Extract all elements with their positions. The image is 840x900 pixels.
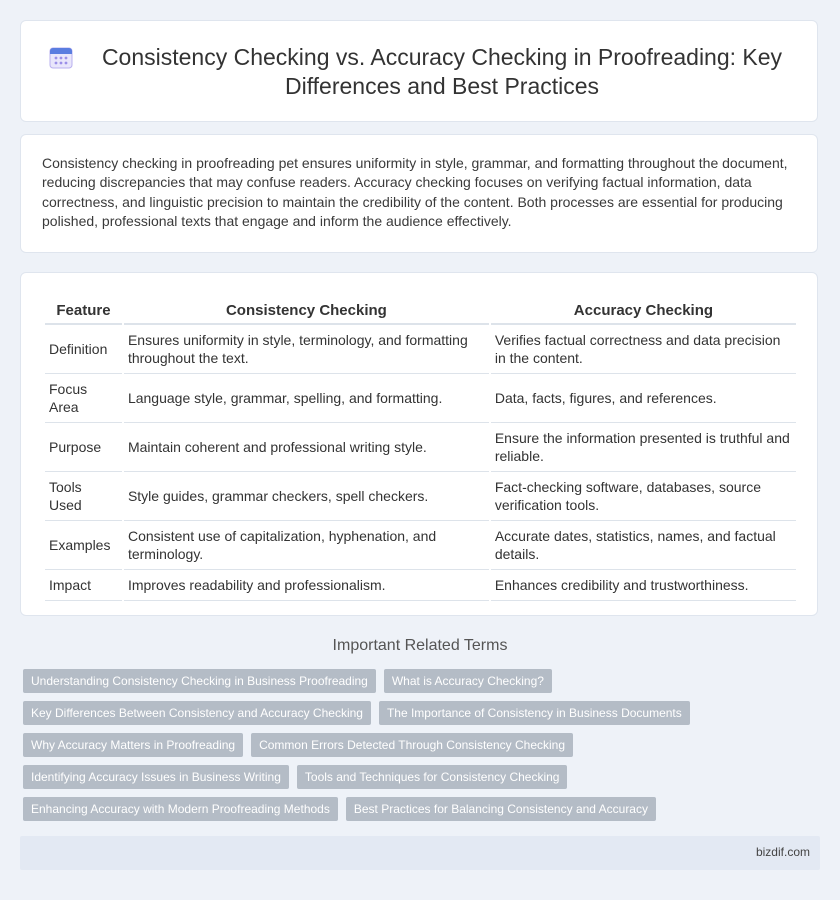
footer: [20, 836, 820, 870]
accuracy-cell: Data, facts, figures, and references.: [491, 374, 796, 423]
table-row: [45, 521, 796, 570]
consistency-cell: Language style, grammar, spelling, and formatting.: [124, 374, 489, 423]
comparison-table-card: [20, 272, 818, 616]
consistency-cell: Improves readability and professionalism.: [124, 570, 489, 601]
footer-site-link[interactable]: bizdif.com: [755, 845, 810, 859]
related-term-link[interactable]: Best Practices for Balancing Consistency and Accuracy: [346, 797, 656, 821]
accuracy-cell: Verifies factual correctness and data precision in the content.: [491, 325, 796, 374]
feature-cell: Definition: [45, 325, 122, 374]
table-header-row: [45, 295, 796, 325]
related-term-link[interactable]: Understanding Consistency Checking in Business Proofreading: [23, 669, 376, 693]
header-consistency: Consistency Checking: [124, 295, 489, 325]
accuracy-cell: Fact-checking software, databases, source verification tools.: [491, 472, 796, 521]
related-terms-list: [23, 669, 823, 829]
table-row: [45, 423, 796, 472]
feature-cell: Examples: [45, 521, 122, 570]
title-card: [20, 20, 818, 122]
consistency-cell: Ensures uniformity in style, terminology, and formatting throughout the text.: [124, 325, 489, 374]
header-accuracy: Accuracy Checking: [491, 295, 796, 325]
related-term-link[interactable]: Enhancing Accuracy with Modern Proofreading Methods: [23, 797, 338, 821]
table-row: [45, 325, 796, 374]
accuracy-cell: Enhances credibility and trustworthiness.: [491, 570, 796, 601]
calendar-icon: [49, 45, 73, 69]
accuracy-cell: Accurate dates, statistics, names, and factual details.: [491, 521, 796, 570]
consistency-cell: Style guides, grammar checkers, spell checkers.: [124, 472, 489, 521]
feature-cell: Impact: [45, 570, 122, 601]
feature-cell: Purpose: [45, 423, 122, 472]
consistency-cell: Maintain coherent and professional writing style.: [124, 423, 489, 472]
related-term-link[interactable]: Key Differences Between Consistency and Accuracy Checking: [23, 701, 371, 725]
feature-cell: Tools Used: [45, 472, 122, 521]
related-term-link[interactable]: Why Accuracy Matters in Proofreading: [23, 733, 243, 757]
intro-paragraph: Consistency checking in proofreading pet ensures uniformity in style, grammar, and formatting throughout the document, reducing discrepancies that may confuse readers. Accuracy checking focuses on verifying factual information, data correctness, and linguistic precision to maintain the credibility of the content. Both processes are essential for producing polished, professional texts that engage and inform the audience effectively.: [42, 155, 788, 230]
header-feature: Feature: [45, 295, 122, 325]
related-term-link[interactable]: The Importance of Consistency in Business Documents: [379, 701, 690, 725]
related-term-link[interactable]: What is Accuracy Checking?: [384, 669, 552, 693]
page-title: Consistency Checking vs. Accuracy Checking in Proofreading: Key Differences and Best Practices: [101, 44, 783, 99]
table-row: [45, 374, 796, 423]
comparison-table: [43, 295, 798, 601]
related-terms-heading: Important Related Terms: [332, 637, 508, 654]
feature-cell: Focus Area: [45, 374, 122, 423]
related-term-link[interactable]: Common Errors Detected Through Consistency Checking: [251, 733, 573, 757]
related-term-link[interactable]: Identifying Accuracy Issues in Business Writing: [23, 765, 289, 789]
intro-card: [20, 134, 818, 253]
table-row: [45, 570, 796, 601]
related-term-link[interactable]: Tools and Techniques for Consistency Checking: [297, 765, 568, 789]
accuracy-cell: Ensure the information presented is truthful and reliable.: [491, 423, 796, 472]
table-row: [45, 472, 796, 521]
consistency-cell: Consistent use of capitalization, hyphenation, and terminology.: [124, 521, 489, 570]
